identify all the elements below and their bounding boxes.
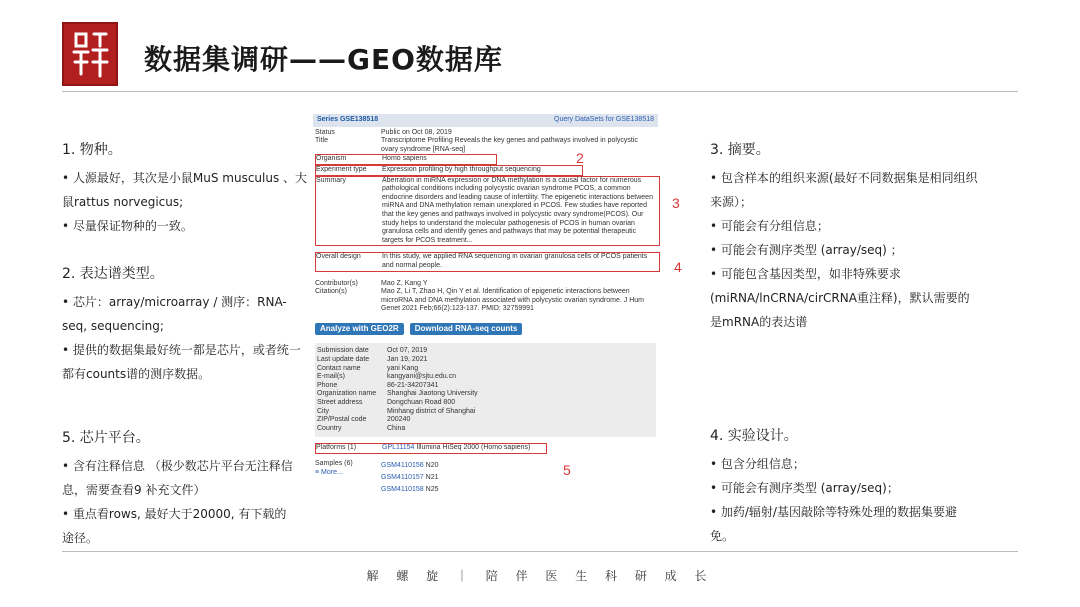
annotation-5: 5 — [563, 462, 571, 478]
platform-item-2: • 重点看rows, 最好大于20000, 有下载的途径。 — [62, 507, 287, 545]
annotation-3: 3 — [672, 195, 680, 211]
bottom-divider — [62, 551, 1018, 552]
section-summary — [710, 138, 978, 334]
overall-design-row: Overall design In this study, we applied RNA sequencing in ovarian granulosa cells of PCOS patients and normal people. — [315, 252, 660, 271]
design-item-1: • 包含分组信息； — [710, 457, 805, 471]
summary-item-4: • 可能包含基因类型，如非特殊要求(miRNA/lnCRNA/cirCRNA重注释)，默认需要的是mRNA的表达谱 — [710, 267, 970, 329]
samples-row: Samples (6) ≡ More... GSM4110156 N20 GSM4110157 N21 GSM4110158 N25 — [315, 460, 439, 493]
contributors-row: Contributor(s) Mao Z, Kang Y — [315, 279, 428, 287]
more-samples-link[interactable]: ≡ More... — [315, 468, 343, 476]
platform-link[interactable]: GPL11154 — [382, 444, 415, 452]
geo-header — [313, 114, 658, 127]
seal-glyph-icon — [68, 26, 112, 82]
section-profile-type — [62, 262, 310, 386]
sample-link[interactable]: GSM4110158 — [381, 486, 424, 493]
summary-item-1: • 包含样本的组织来源(最好不同数据集是相同组织来源）； — [710, 171, 978, 209]
footer-slogan: 解 螺 旋 ｜ 陪 伴 医 生 科 研 成 长 — [366, 569, 714, 583]
species-item-1: • 人源最好，其次是小鼠MuS musculus 、大鼠rattus norvegicus; — [62, 171, 308, 209]
series-id: Series GSE138518 — [317, 116, 379, 123]
design-item-2: • 可能会有测序类型 (array/seq)； — [710, 481, 899, 495]
species-item-2: • 尽量保证物种的一致。 — [62, 219, 193, 233]
summary-row: Summary Aberration in miRNA expression or DNA methylation is a causal factor for numerous pathological conditions including polycystic ovarian syndrome PCOS, a common endocrine disorders and leading cause of infertility. The epigenetic interactions between miRNA and DNA methylation remain unexplored in PCOS. Few studies have reported that the key genes and pathways involved in polycystic ovary syndrome(PCOS). Our study helps to understand the molecular pathogenesis of PCOS in human ovarian granulosa cells and identify genes and pathways that may be potential therapeutic targets for PCOS treatment... — [315, 176, 660, 247]
page-title: 数据集调研——GEO数据库 — [144, 43, 503, 76]
query-datasets-link[interactable]: Query DataSets for GSE138518 — [554, 116, 654, 123]
profile-type-heading: 2. 表达谱类型。 — [62, 266, 164, 282]
top-divider — [62, 91, 1018, 92]
design-heading: 4. 实验设计。 — [710, 428, 798, 444]
section-design — [710, 424, 978, 548]
annotation-4: 4 — [674, 259, 682, 275]
sample-link[interactable]: GSM4110157 — [381, 474, 424, 481]
section-species — [62, 138, 310, 238]
section-platform — [62, 426, 298, 550]
email-link[interactable]: kangyani@sjtu.edu.cn — [387, 373, 456, 381]
platforms-row: Platforms (1) GPL11154 Illumina HiSeq 2000 (Homo sapiens) — [315, 443, 547, 454]
summary-item-2: • 可能会有分组信息； — [710, 219, 829, 233]
annotation-2: 2 — [576, 150, 584, 166]
title-row: Title Transcriptome Profiling Reveals the key genes and pathways involved in polycystic ovary syndrome [RNA-seq] — [315, 137, 638, 153]
citation-row: Citation(s) Mao Z, Li T, Zhao H, Qin Y et al. Identification of epigenetic interactions between microRNA and DNA methylation associated with polycystic ovarian syndrome. J Hum Genet 2021 Feb;66(2):123-137. PMID: 32759991 — [315, 288, 644, 313]
contact-info-block: Submission date Oct 07, 2019 Last update date Jan 19, 2021 Contact name yani Kang E-mail(s) kangyani@sjtu.edu.cn Phone 86-21-34207341 Organization name Shanghai Jiaotong University Street address Dongchuan Road 800 City Minhang district of Shanghai ZIP/Postal code 200240 Country China — [315, 343, 656, 437]
logo-seal — [62, 22, 118, 86]
geo-series-panel — [313, 114, 658, 496]
organism-link[interactable]: Homo sapiens — [382, 155, 427, 163]
download-counts-button[interactable]: Download RNA-seq counts — [410, 323, 523, 336]
species-heading: 1. 物种。 — [62, 142, 122, 158]
organism-row: Organism Homo sapiens — [315, 154, 497, 165]
platform-heading: 5. 芯片平台。 — [62, 430, 150, 446]
analyze-geo2r-button[interactable]: Analyze with GEO2R — [315, 323, 404, 336]
action-buttons — [315, 323, 656, 336]
profile-type-item-2: • 提供的数据集最好统一都是芯片，或者统一都有counts谱的测序数据。 — [62, 343, 301, 381]
design-item-3: • 加药/辐射/基因敲除等特殊处理的数据集要避免。 — [710, 505, 957, 543]
sample-link[interactable]: GSM4110156 — [381, 462, 424, 469]
status-row: Status Public on Oct 08, 2019 — [315, 128, 452, 136]
platform-item-1: • 含有注释信息 （极少数芯片平台无注释信息，需要查看9 补充文件） — [62, 459, 293, 497]
summary-item-3: • 可能会有测序类型 (array/seq) ； — [710, 243, 903, 257]
summary-heading: 3. 摘要。 — [710, 142, 770, 158]
experiment-type-row: Experiment type Expression profiling by high throughput sequencing — [315, 165, 583, 176]
profile-type-item-1: • 芯片：array/microarray / 测序：RNA-seq, sequencing; — [62, 295, 287, 333]
